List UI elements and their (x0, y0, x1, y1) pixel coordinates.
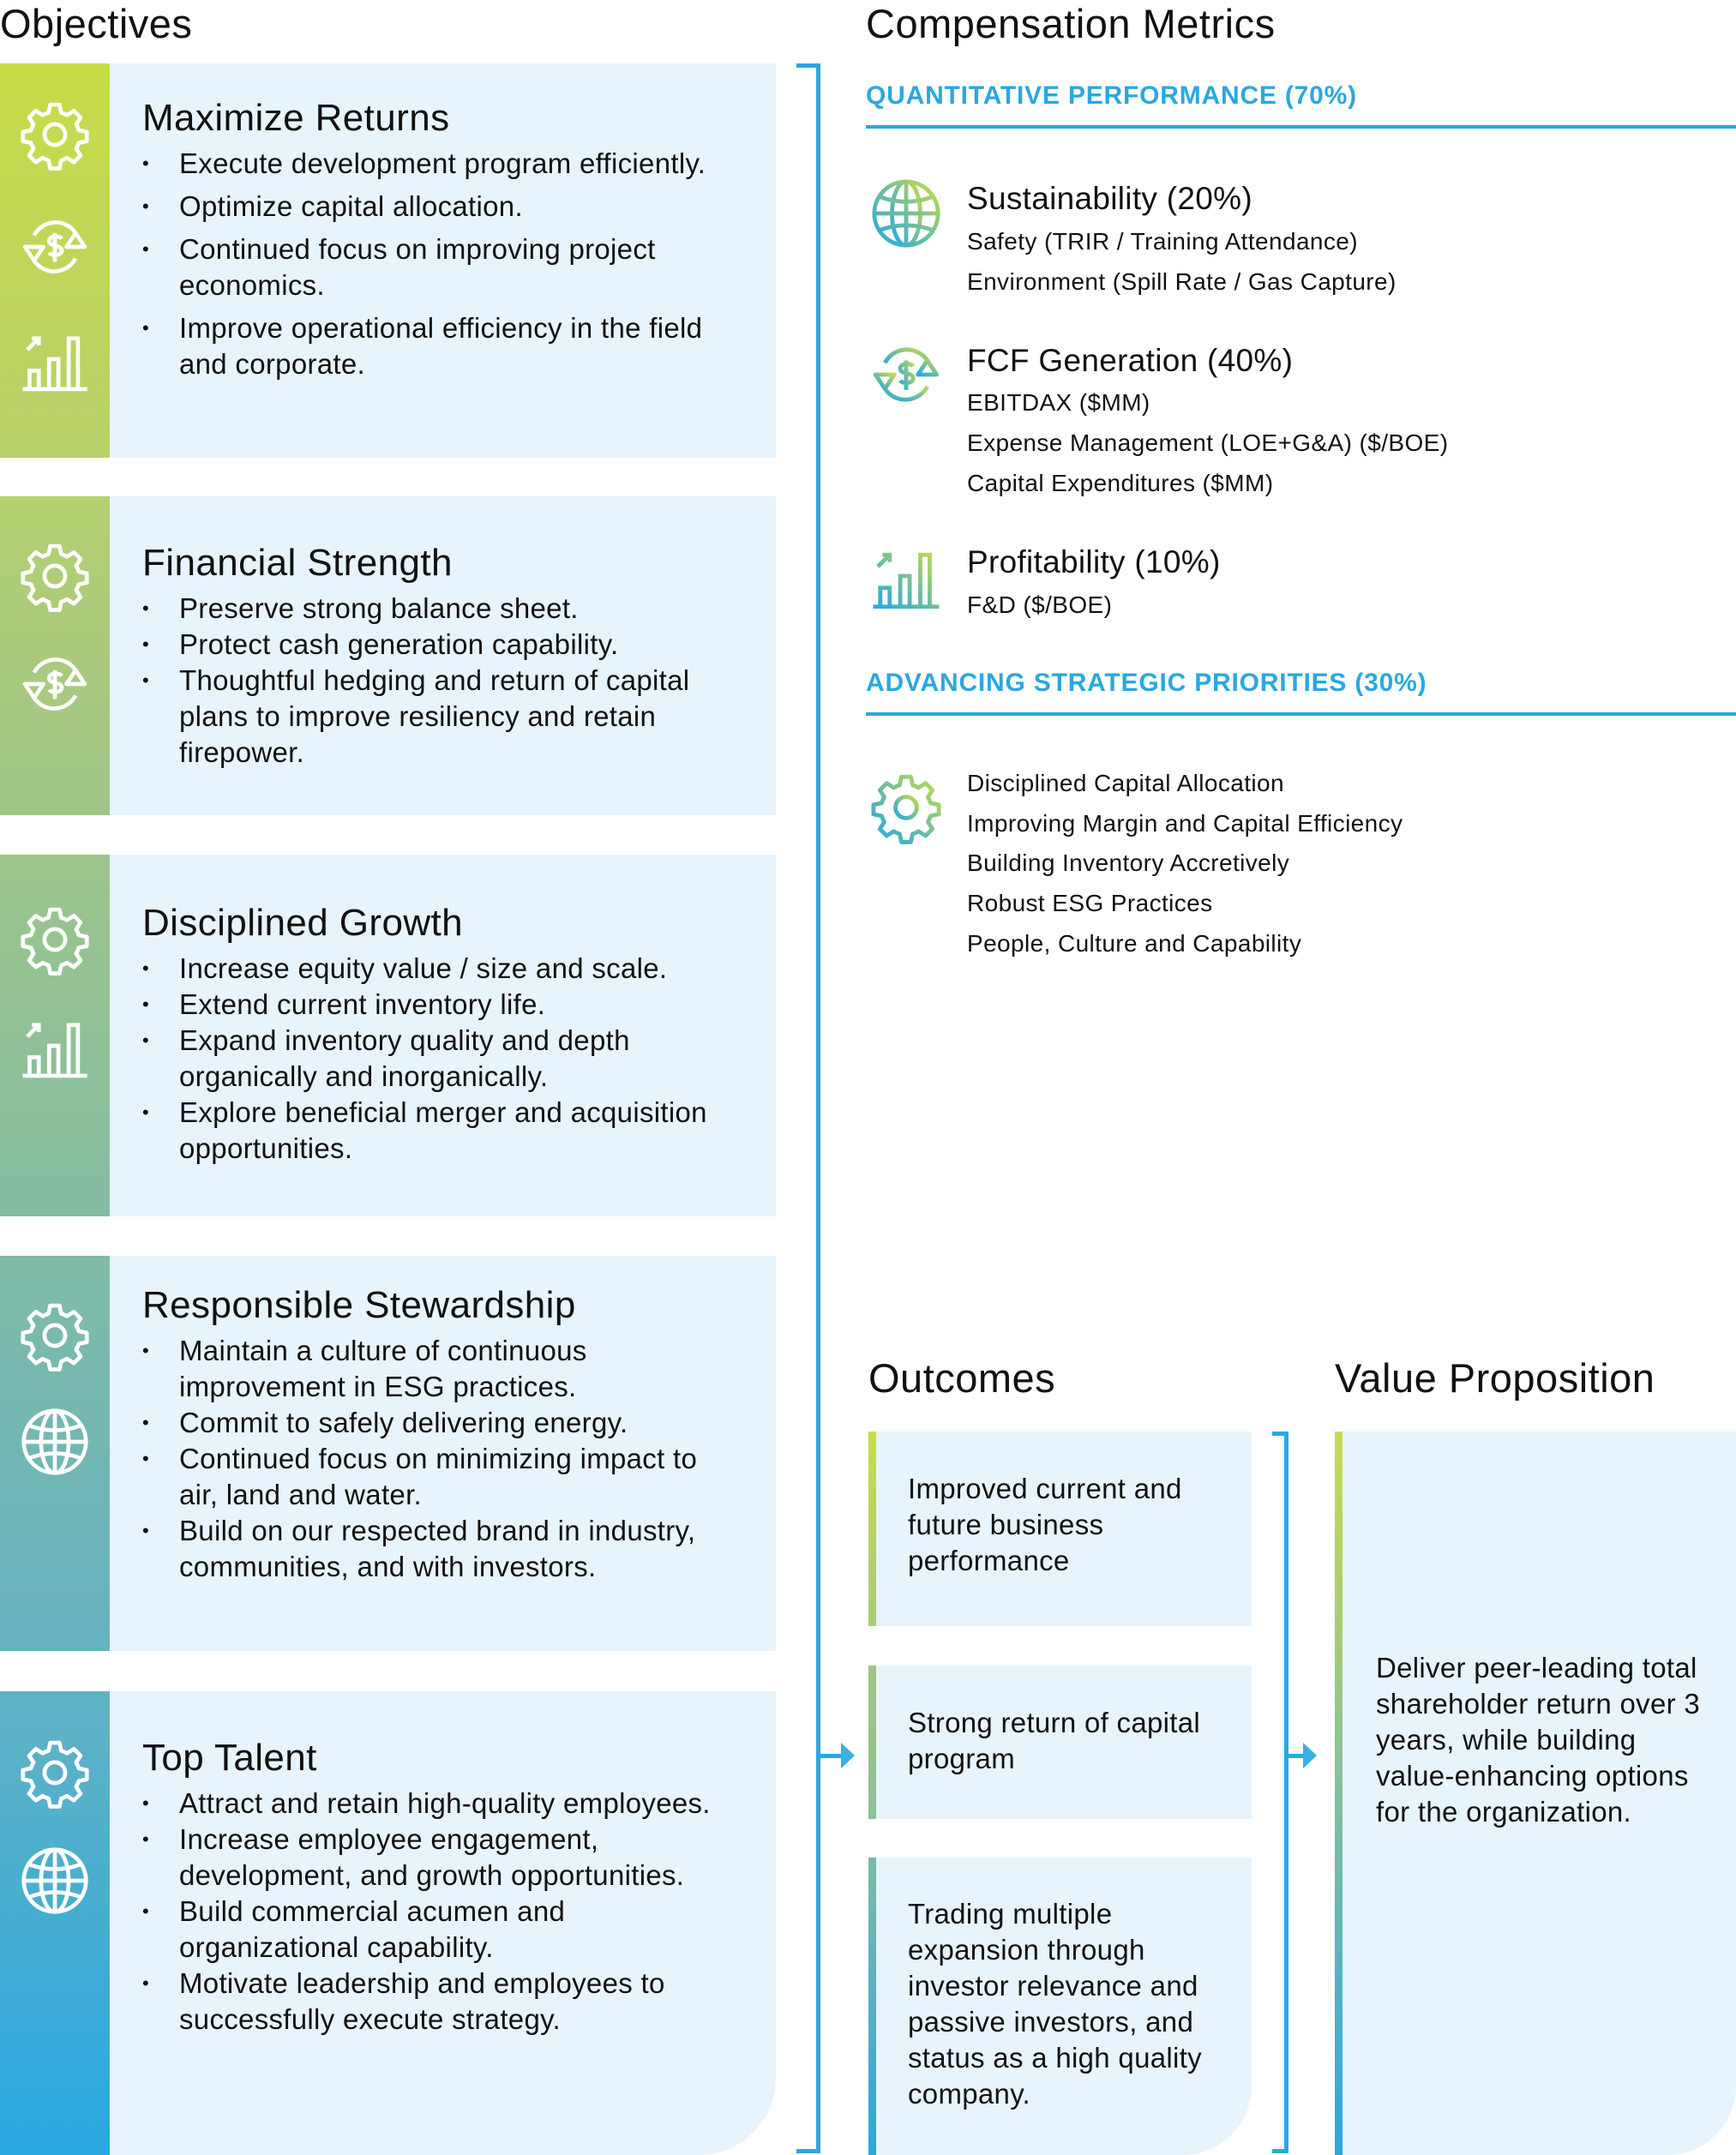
dollar-cycle-icon (18, 647, 92, 721)
dollar-cycle-icon (18, 210, 92, 284)
outcome-card (868, 1858, 1252, 2155)
objective-card-responsible-stewardship (0, 1256, 776, 1651)
value-proposition-text: Deliver peer-leading total shareholder return over 3 years, while building value-enhancing options for the organization. (1376, 1652, 1701, 1828)
strategic-item: Disciplined Capital Allocation (967, 770, 1284, 796)
globe-icon (868, 176, 944, 251)
objective-card-maximize-returns (0, 63, 776, 458)
objective-title: Disciplined Growth (142, 902, 464, 944)
bullet-item: • Build on our respected brand in industry, communities, and with investors. (142, 1513, 742, 1585)
globe-icon (18, 1844, 92, 1918)
gear-icon (18, 903, 92, 976)
metric-item: EBITDAX ($MM) (967, 389, 1150, 416)
value-proposition-card (1335, 1432, 1736, 2155)
objective-card-top-talent (0, 1691, 776, 2155)
bullet-item: • Extend current inventory life. (142, 987, 742, 1023)
objective-title: Top Talent (142, 1737, 317, 1779)
bullet-item: • Preserve strong balance sheet. (142, 591, 742, 627)
bullet-item: • Continued focus on improving project economics. (142, 231, 742, 303)
arrow-right-icon (841, 1743, 855, 1768)
metric-title: Sustainability (20%) (967, 181, 1252, 216)
objective-title: Financial Strength (142, 542, 453, 584)
globe-icon (18, 1405, 92, 1479)
bar-chart-growth-icon (868, 538, 944, 614)
objectives-title: Objectives (0, 1, 193, 46)
strategic-item: Robust ESG Practices (967, 890, 1213, 916)
gear-icon (18, 539, 92, 613)
metric-item: F&D ($/BOE) (967, 591, 1113, 618)
bullet-item: • Increase employee engagement, development, and growth opportunities. (142, 1822, 742, 1894)
bullet-item: • Improve operational efficiency in the field and corporate. (142, 310, 742, 382)
strategic-item: People, Culture and Capability (967, 930, 1302, 957)
bullet-item: • Build commercial acumen and organizational capability. (142, 1894, 742, 1966)
metric-item: Capital Expenditures ($MM) (967, 470, 1274, 496)
bullet-item: • Explore beneficial merger and acquisition opportunities. (142, 1095, 742, 1167)
objective-title: Responsible Stewardship (142, 1284, 576, 1326)
bullet-item: • Increase equity value / size and scale. (142, 951, 742, 987)
metric-item: Expense Management (LOE+G&A) ($/BOE) (967, 429, 1449, 456)
gear-icon (18, 1736, 92, 1810)
strategic-header: ADVANCING STRATEGIC PRIORITIES (30%) (866, 669, 1427, 697)
bar-chart-growth-icon (18, 322, 92, 396)
strategic-item: Building Inventory Accretively (967, 849, 1290, 876)
outcome-card (868, 1432, 1252, 1626)
objective-bullets (142, 146, 742, 382)
objective-card-disciplined-growth (0, 855, 776, 1216)
objective-title: Maximize Returns (142, 97, 450, 139)
bullet-item: • Optimize capital allocation. (142, 189, 742, 225)
objective-bullets (142, 951, 742, 1167)
outcome-card (868, 1666, 1252, 1819)
metric-title: Profitability (10%) (967, 544, 1221, 579)
outcome-text: Trading multiple expansion through investor relevance and passive investors, and status as a high quality company. (908, 1898, 1202, 2110)
outcomes-title: Outcomes (868, 1355, 1056, 1401)
strategic-divider (866, 712, 1736, 716)
objective-card-financial-strength (0, 496, 776, 815)
gear-icon (18, 1299, 92, 1372)
objective-bullets (142, 1333, 742, 1585)
metric-item: Safety (TRIR / Training Attendance) (967, 228, 1358, 255)
outcome-text: Strong return of capital program (908, 1707, 1201, 1774)
bullet-item: • Protect cash generation capability. (142, 627, 742, 663)
metric-title: FCF Generation (40%) (967, 343, 1294, 378)
outcome-text: Improved current and future business performance (908, 1473, 1182, 1576)
gear-icon (868, 770, 944, 845)
arrow-right-icon (1303, 1743, 1317, 1768)
bullet-item: • Motivate leadership and employees to successfully execute strategy. (142, 1966, 742, 2038)
bullet-item: • Maintain a culture of continuous improvement in ESG practices. (142, 1333, 742, 1405)
bullet-item: • Attract and retain high-quality employees. (142, 1786, 742, 1822)
compensation-title: Compensation Metrics (866, 1, 1276, 46)
bullet-item: • Thoughtful hedging and return of capital plans to improve resiliency and retain firepower. (142, 663, 742, 771)
dollar-cycle-icon (868, 337, 944, 412)
metric-item: Environment (Spill Rate / Gas Capture) (967, 268, 1397, 295)
bullet-item: • Continued focus on minimizing impact to air, land and water. (142, 1441, 742, 1513)
bullet-item: • Execute development program efficiently. (142, 146, 742, 182)
strategic-item: Improving Margin and Capital Efficiency (967, 810, 1403, 837)
objective-bullets (142, 1786, 742, 2038)
bullet-item: • Commit to safely delivering energy. (142, 1405, 742, 1441)
quantitative-divider (866, 125, 1736, 129)
value-proposition-title: Value Proposition (1335, 1355, 1655, 1401)
bar-chart-growth-icon (18, 1009, 92, 1083)
quantitative-header: QUANTITATIVE PERFORMANCE (70%) (866, 81, 1357, 110)
gear-icon (18, 98, 92, 171)
objective-bullets (142, 591, 742, 771)
bullet-item: • Expand inventory quality and depth organically and inorganically. (142, 1023, 742, 1095)
